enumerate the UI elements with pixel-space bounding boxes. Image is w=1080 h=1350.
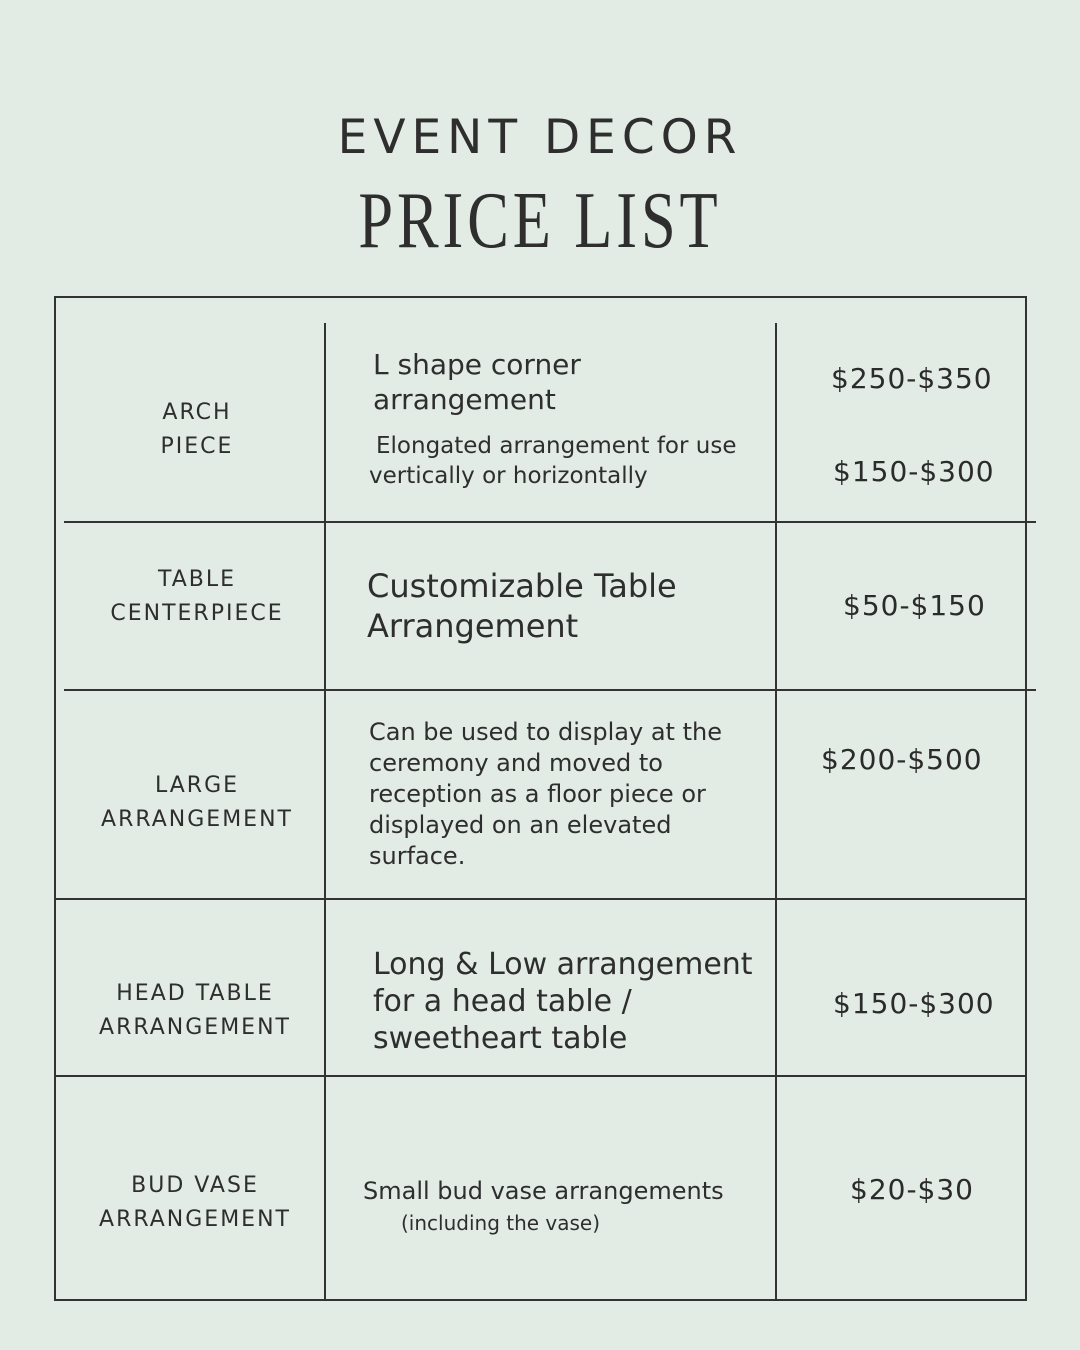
page-title: EVENT DECOR xyxy=(337,110,743,165)
row-price: $200-$500 xyxy=(821,743,983,776)
row-price: $50-$150 xyxy=(843,589,986,622)
row-divider-1 xyxy=(64,521,1036,523)
table-row-category xyxy=(58,977,332,1045)
row-price: $150-$300 xyxy=(833,455,995,488)
category-line: CENTERPIECE xyxy=(110,601,284,626)
row-description-note: (including the vase) xyxy=(401,1211,601,1235)
category-line: ARRANGEMENT xyxy=(101,807,293,832)
row-price: $20-$30 xyxy=(850,1173,974,1206)
row-divider-4 xyxy=(54,1075,1025,1077)
row-description: Can be used to display at the ceremony and moved to reception as a floor piece or displayed on an elevated surface. xyxy=(369,718,722,870)
table-row-category xyxy=(60,769,334,837)
column-divider-2 xyxy=(775,323,777,1299)
row-description: L shape corner arrangement xyxy=(373,348,581,416)
row-divider-3 xyxy=(54,898,1025,900)
row-price: $150-$300 xyxy=(833,987,995,1020)
table-row-category xyxy=(58,1169,332,1237)
row-description: Small bud vase arrangements xyxy=(363,1177,724,1205)
category-line: ARRANGEMENT xyxy=(99,1015,291,1040)
category-line: PIECE xyxy=(160,434,234,459)
row-divider-2 xyxy=(64,689,1036,691)
category-line: HEAD TABLE xyxy=(116,981,274,1006)
category-line: LARGE xyxy=(154,773,240,798)
category-line: ARCH xyxy=(162,400,232,425)
page-subtitle: PRICE LIST xyxy=(358,177,722,265)
category-line: TABLE xyxy=(157,567,237,592)
table-row-category xyxy=(60,396,334,464)
row-description: Elongated arrangement for use vertically or horizontally xyxy=(369,433,737,489)
row-description: Long & Low arrangement for a head table / sweetheart table xyxy=(373,947,753,1056)
row-description: Customizable Table Arrangement xyxy=(367,567,677,645)
category-line: ARRANGEMENT xyxy=(99,1207,291,1232)
row-price: $250-$350 xyxy=(831,362,993,395)
table-row-category xyxy=(60,563,334,631)
category-line: BUD VASE xyxy=(131,1173,259,1198)
